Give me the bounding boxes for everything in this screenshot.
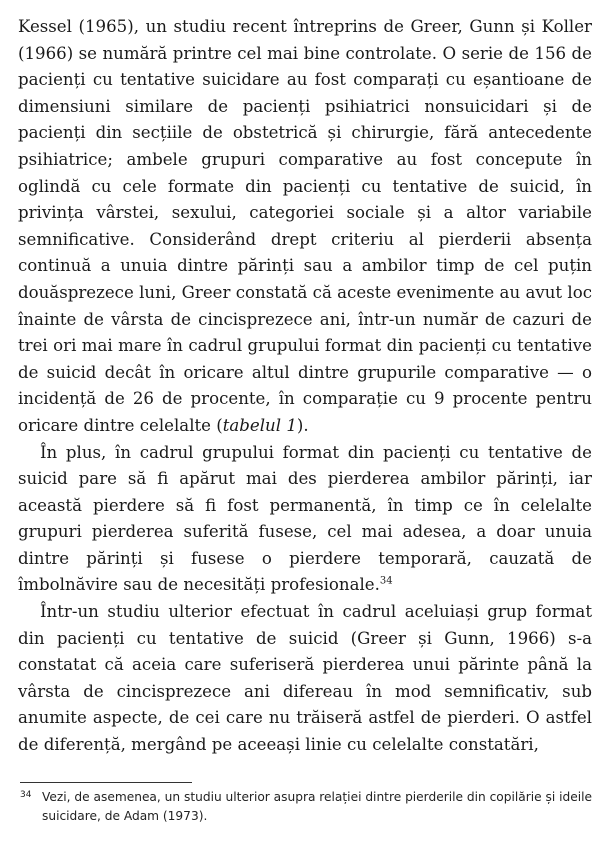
paragraph-3-text: Într-un studiu ulterior efectuat în cadrul aceluiași grup format din pacienți cu tentative de suicid (Greer și Gunn, 1966) s-a constatat că aceia care suferiseră pierderea unui părinte până la vârsta de cincisprezece ani difereau în mod semnificativ, sub anumite aspecte, de cei care nu trăiseră astfel de pierderi. O astfel de diferență, mergând pe aceeași linie cu celelalte constatări,: [18, 602, 592, 755]
footnote-text: Vezi, de asemenea, un studiu ulterior asupra relației dintre pierderile din copilărie și ideile suicidare, de Adam (1973).: [42, 790, 592, 823]
table-reference: tabelul 1: [222, 415, 297, 435]
footnote: [20, 788, 592, 826]
footnote-number: 34: [20, 790, 32, 800]
paragraph-2-text: În plus, în cadrul grupului format din pacienți cu tentative de suicid pare să fi apărut mai des pierderea ambilor părinți, iar această pierdere să fi fost permanentă, în timp ce în celelalte grupuri pierderea suferită fusese, cel mai adesea, a doar unuia dintre părinți și fusese o pierdere temporară, cauzată de îmbolnăvire sau de necesități profesionale.: [18, 442, 592, 595]
paragraph-3: [18, 599, 592, 759]
footnote-reference: 34: [379, 575, 393, 587]
paragraph-1: [18, 14, 592, 440]
paragraph-2: [18, 440, 592, 600]
paragraph-1-tail: ).: [296, 415, 309, 435]
page-body: [18, 14, 592, 759]
footnote-divider: [20, 782, 192, 783]
paragraph-1-text: Kessel (1965), un studiu recent întreprins de Greer, Gunn și Koller (1966) se numără printre cel mai bine controlate. O serie de 156 de pacienți cu tentative suicidare au fost comparați cu eșantioane de dimensiuni similare de pacienți psihiatrici nonsuicidari și de pacienți din secțiile de obstetrică și chirurgie, fără antecedente psihiatrice; ambele grupuri comparative au fost concepute în oglindă cu cele formate din pacienți cu tentative de suicid, în privința vârstei, sexului, categoriei sociale și a altor variabile semnificative. Considerând drept criteriu al pierderii absența continuă a unuia dintre părinți sau a ambilor timp de cel puțin douăsprezece luni, Greer constată că aceste evenimente au avut loc înainte de vârsta de cincisprezece ani, într-un număr de cazuri de trei ori mai mare în cadrul grupului format din pacienți cu tentative de suicid decât în oricare altul dintre grupurile comparative — o incidență de 26 de procente, în comparație cu 9 procente pentru oricare dintre celelalte (: [18, 17, 592, 435]
